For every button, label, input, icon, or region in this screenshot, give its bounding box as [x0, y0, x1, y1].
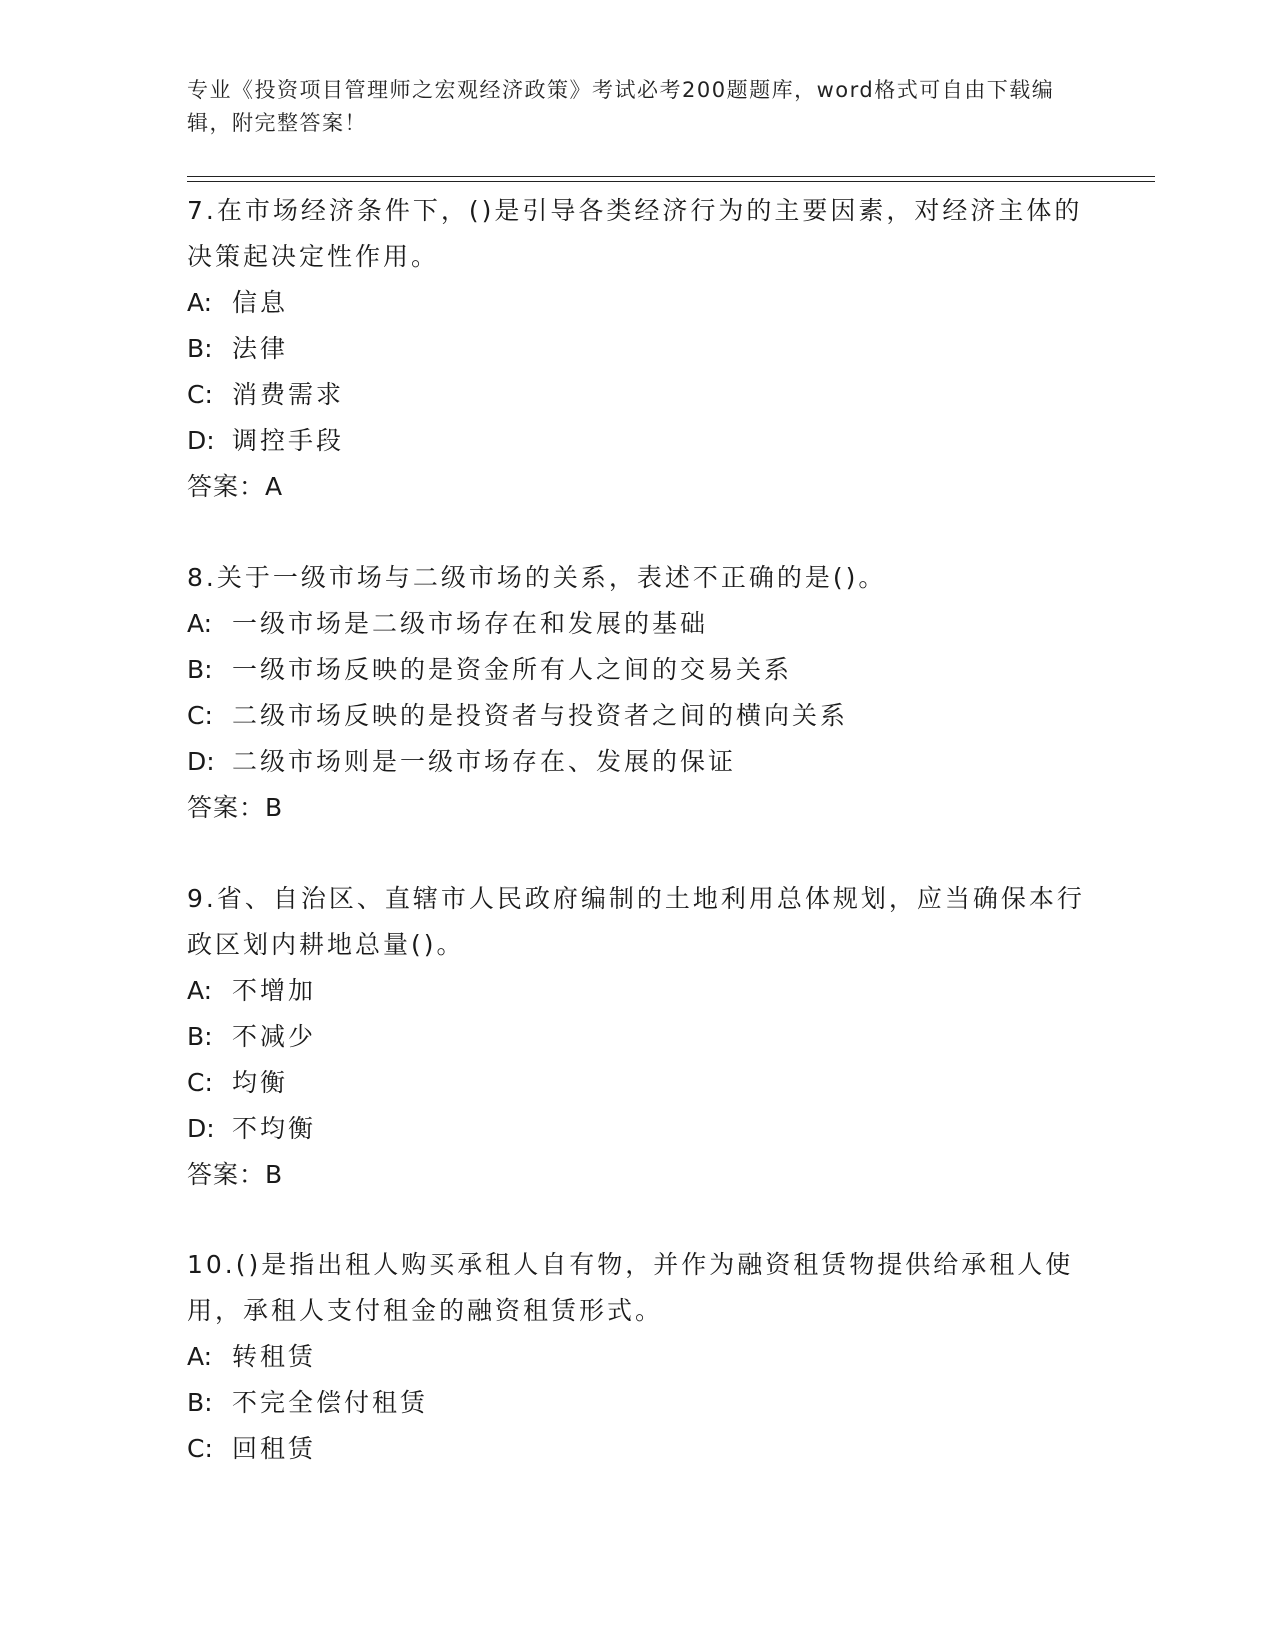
header-divider-top: [187, 176, 1155, 177]
option-text: 均衡: [232, 1068, 289, 1097]
question-9: [187, 876, 1087, 1198]
question-7: [187, 188, 1087, 510]
option-letter: A:: [187, 288, 213, 317]
option-text: 不均衡: [232, 1114, 317, 1143]
option-letter: B:: [187, 1022, 213, 1051]
question-stem: 8.关于一级市场与二级市场的关系，表述不正确的是()。: [187, 563, 887, 592]
option-c: [187, 372, 1087, 418]
option-b: [187, 1014, 1087, 1060]
option-letter: A:: [187, 976, 213, 1005]
option-letter: B:: [187, 334, 213, 363]
option-letter: C:: [187, 701, 213, 730]
option-c: [187, 1426, 1087, 1472]
option-text: 法律: [232, 334, 289, 363]
option-text: 二级市场反映的是投资者与投资者之间的横向关系: [232, 701, 849, 730]
option-a: [187, 968, 1087, 1014]
option-letter: C:: [187, 1068, 213, 1097]
option-letter: D:: [187, 1114, 215, 1143]
option-c: [187, 1060, 1087, 1106]
option-letter: D:: [187, 426, 215, 455]
option-text: 不增加: [232, 976, 317, 1005]
option-text: 不减少: [232, 1022, 317, 1051]
option-d: [187, 739, 1087, 785]
question-10: [187, 1242, 1087, 1472]
option-a: [187, 1334, 1087, 1380]
option-letter: D:: [187, 747, 215, 776]
option-text: 二级市场则是一级市场存在、发展的保证: [232, 747, 737, 776]
question-stem: 10.()是指出租人购买承租人自有物，并作为融资租赁物提供给承租人使用，承租人支付租金的融资租赁形式。: [187, 1250, 1074, 1325]
option-text: 消费需求: [232, 380, 345, 409]
option-d: [187, 1106, 1087, 1152]
option-letter: C:: [187, 1434, 213, 1463]
question-stem: 7.在市场经济条件下，()是引导各类经济行为的主要因素，对经济主体的决策起决定性作用。: [187, 196, 1083, 271]
option-letter: A:: [187, 1342, 213, 1371]
option-text: 不完全偿付租赁: [232, 1388, 429, 1417]
option-a: [187, 601, 1087, 647]
option-letter: A:: [187, 609, 213, 638]
option-b: [187, 647, 1087, 693]
option-letter: B:: [187, 655, 213, 684]
option-text: 一级市场反映的是资金所有人之间的交易关系: [232, 655, 793, 684]
option-text: 信息: [232, 288, 289, 317]
option-a: [187, 280, 1087, 326]
option-b: [187, 1380, 1087, 1426]
option-d: [187, 418, 1087, 464]
option-letter: B:: [187, 1388, 213, 1417]
document-header: 专业《投资项目管理师之宏观经济政策》考试必考200题题库，word格式可自由下载编辑，附完整答案！: [187, 78, 1055, 135]
option-text: 转租赁: [232, 1342, 317, 1371]
header-divider-bottom: [187, 181, 1155, 182]
option-text: 回租赁: [232, 1434, 317, 1463]
question-8: [187, 555, 1087, 831]
answer-line: 答案：A: [187, 472, 284, 501]
option-text: 调控手段: [232, 426, 345, 455]
answer-line: 答案：B: [187, 1160, 284, 1189]
option-text: 一级市场是二级市场存在和发展的基础: [232, 609, 709, 638]
option-c: [187, 693, 1087, 739]
option-b: [187, 326, 1087, 372]
answer-line: 答案：B: [187, 793, 284, 822]
question-stem: 9.省、自治区、直辖市人民政府编制的土地利用总体规划，应当确保本行政区划内耕地总量()。: [187, 884, 1085, 959]
option-letter: C:: [187, 380, 213, 409]
